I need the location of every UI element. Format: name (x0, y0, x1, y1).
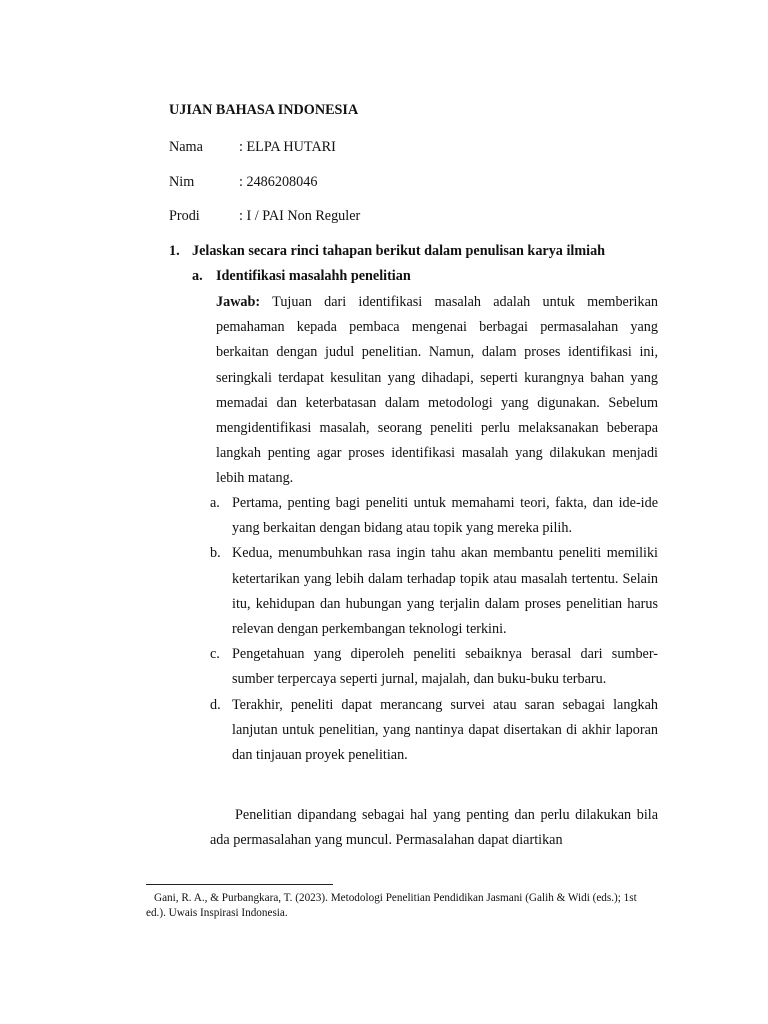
question-number: 1. (169, 243, 180, 259)
question-text: Jelaskan secara rinci tahapan berikut dalam penulisan karya ilmiah (192, 243, 606, 259)
answer-label: Jawab: (216, 294, 261, 310)
footnote-divider (146, 884, 333, 885)
list-marker: b. (210, 545, 221, 562)
answer-block (216, 290, 658, 492)
list-item-text: Pertama, penting bagi peneliti untuk memahami teori, fakta, dan ide-ide yang berkaitan dengan bidang atau topik yang mereka pilih. (232, 495, 658, 537)
meta-value: : 2486208046 (239, 174, 318, 190)
sub-heading (192, 268, 411, 285)
list-item (210, 541, 658, 642)
step-list (210, 491, 658, 768)
question-heading (169, 243, 605, 260)
meta-value: : ELPA HUTARI (239, 139, 336, 155)
footnote: Gani, R. A., & Purbangkara, T. (2023). Metodologi Penelitian Pendidikan Jasmani (Galih & Widi (eds.); 1st ed.). Uwais Inspirasi Indonesia. (146, 892, 637, 919)
list-marker: d. (210, 696, 221, 713)
list-marker: c. (210, 646, 220, 663)
list-item-text: Pengetahuan yang diperoleh peneliti sebaiknya berasal dari sumber-sumber terpercaya seperti jurnal, majalah, dan buku-buku terbaru. (232, 646, 658, 688)
meta-row-nim (169, 174, 589, 194)
list-item (210, 693, 658, 769)
meta-row-nama (169, 139, 589, 159)
meta-value: : I / PAI Non Reguler (239, 208, 361, 224)
answer-text: Tujuan dari identifikasi masalah adalah untuk memberikan pemahaman kepada pembaca mengenai berbagai permasalahan yang berkaitan dengan judul penelitian. Namun, dalam proses identifikasi ini, seringkali terdapat kesulitan yang dihadapi, seperti kurangnya bahan yang memadai dan keterbatasan dalam metodologi yang digunakan. Sebelum mengidentifikasi masalah, seorang peneliti perlu melaksanakan beberapa langkah penting agar proses identifikasi masalah yang dilakukan menjadi lebih matang. (216, 294, 658, 487)
list-item (210, 491, 658, 541)
list-item-text: Kedua, menumbuhkan rasa ingin tahu akan membantu peneliti memiliki ketertarikan yang lebih dalam terhadap topik atau masalah tertentu. Selain itu, kehidupan dan hubungan yang terjalin dalam proses penelitian harus relevan dengan perkembangan teknologi terkini. (232, 545, 658, 638)
meta-label: Nim (169, 174, 195, 190)
list-marker: a. (210, 495, 220, 511)
list-item (210, 642, 658, 692)
body-paragraph: Penelitian dipandang sebagai hal yang penting dan perlu dilakukan bila ada permasalahan yang muncul. Permasalahan dapat diartikan (210, 807, 658, 849)
meta-label: Prodi (169, 208, 200, 224)
page-title: UJIAN BAHASA INDONESIA (169, 102, 359, 118)
list-item-text: Terakhir, peneliti dapat merancang survei atau saran sebagai langkah lanjutan untuk penelitian, yang nantinya dapat disertakan di akhir laporan dan tinjauan proyek penelitian. (232, 696, 658, 764)
sub-text: Identifikasi masalahh penelitian (216, 268, 411, 284)
sub-letter: a. (192, 268, 203, 284)
meta-label: Nama (169, 139, 203, 155)
meta-row-prodi (169, 208, 589, 228)
